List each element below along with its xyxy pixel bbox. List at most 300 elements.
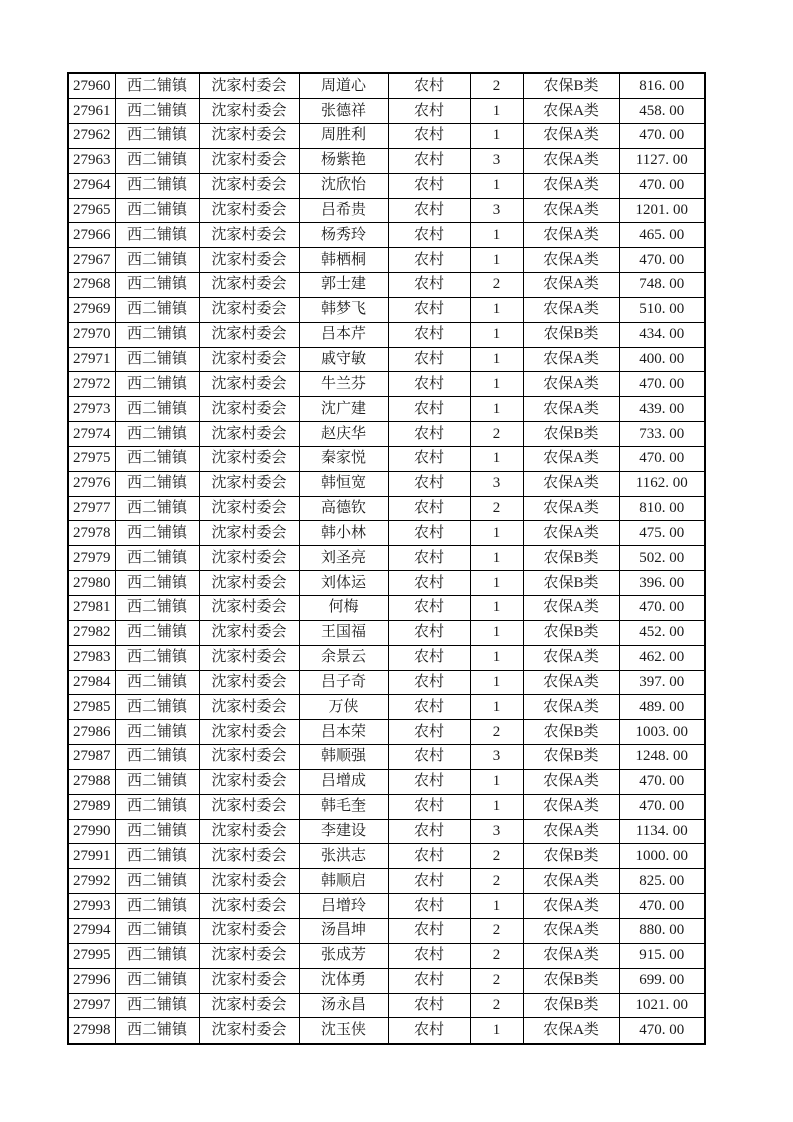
cell-amount: 489. 00: [619, 695, 705, 720]
cell-record-id: 27998: [68, 1018, 115, 1044]
table-row: [68, 198, 705, 223]
cell-record-id: 27979: [68, 546, 115, 571]
cell-residence-type: 农村: [388, 620, 470, 645]
cell-residence-type: 农村: [388, 422, 470, 447]
cell-person-name: 吕希贵: [299, 198, 388, 223]
cell-person-name: 李建设: [299, 819, 388, 844]
table-row: [68, 794, 705, 819]
cell-person-count: 2: [470, 720, 523, 745]
cell-town: 西二铺镇: [115, 198, 199, 223]
cell-town: 西二铺镇: [115, 1018, 199, 1044]
table-row: [68, 1018, 705, 1044]
cell-record-id: 27962: [68, 123, 115, 148]
cell-amount: 434. 00: [619, 322, 705, 347]
cell-person-count: 1: [470, 123, 523, 148]
cell-record-id: 27990: [68, 819, 115, 844]
cell-town: 西二铺镇: [115, 645, 199, 670]
cell-amount: 470. 00: [619, 894, 705, 919]
cell-person-name: 韩梦飞: [299, 297, 388, 322]
cell-town: 西二铺镇: [115, 99, 199, 124]
cell-person-count: 2: [470, 844, 523, 869]
cell-amount: 470. 00: [619, 372, 705, 397]
cell-record-id: 27963: [68, 148, 115, 173]
cell-record-id: 27969: [68, 297, 115, 322]
cell-village-committee: 沈家村委会: [199, 645, 299, 670]
cell-village-committee: 沈家村委会: [199, 943, 299, 968]
table-row: [68, 645, 705, 670]
cell-residence-type: 农村: [388, 571, 470, 596]
cell-amount: 1127. 00: [619, 148, 705, 173]
cell-amount: 470. 00: [619, 596, 705, 621]
cell-village-committee: 沈家村委会: [199, 844, 299, 869]
cell-village-committee: 沈家村委会: [199, 99, 299, 124]
cell-person-count: 2: [470, 968, 523, 993]
cell-record-id: 27968: [68, 273, 115, 298]
cell-person-name: 吕本芹: [299, 322, 388, 347]
cell-record-id: 27987: [68, 745, 115, 770]
cell-residence-type: 农村: [388, 446, 470, 471]
cell-record-id: 27992: [68, 869, 115, 894]
cell-amount: 470. 00: [619, 1018, 705, 1044]
cell-amount: 1162. 00: [619, 471, 705, 496]
cell-residence-type: 农村: [388, 794, 470, 819]
cell-insurance-category: 农保A类: [523, 198, 619, 223]
cell-amount: 470. 00: [619, 123, 705, 148]
cell-village-committee: 沈家村委会: [199, 173, 299, 198]
cell-person-count: 1: [470, 894, 523, 919]
table-row: [68, 670, 705, 695]
cell-person-name: 吕子奇: [299, 670, 388, 695]
cell-residence-type: 农村: [388, 844, 470, 869]
cell-amount: 452. 00: [619, 620, 705, 645]
cell-residence-type: 农村: [388, 1018, 470, 1044]
cell-record-id: 27967: [68, 248, 115, 273]
cell-person-name: 刘圣亮: [299, 546, 388, 571]
cell-amount: 810. 00: [619, 496, 705, 521]
cell-insurance-category: 农保A类: [523, 123, 619, 148]
cell-insurance-category: 农保A类: [523, 819, 619, 844]
cell-insurance-category: 农保B类: [523, 73, 619, 99]
cell-residence-type: 农村: [388, 99, 470, 124]
cell-village-committee: 沈家村委会: [199, 248, 299, 273]
pension-list-table: [67, 72, 706, 1045]
cell-person-name: 周胜利: [299, 123, 388, 148]
cell-town: 西二铺镇: [115, 620, 199, 645]
table-row: [68, 769, 705, 794]
cell-person-count: 2: [470, 73, 523, 99]
cell-residence-type: 农村: [388, 943, 470, 968]
cell-residence-type: 农村: [388, 248, 470, 273]
cell-amount: 502. 00: [619, 546, 705, 571]
cell-amount: 880. 00: [619, 918, 705, 943]
cell-residence-type: 农村: [388, 918, 470, 943]
cell-amount: 475. 00: [619, 521, 705, 546]
cell-residence-type: 农村: [388, 596, 470, 621]
cell-insurance-category: 农保A类: [523, 248, 619, 273]
cell-residence-type: 农村: [388, 322, 470, 347]
cell-insurance-category: 农保A类: [523, 596, 619, 621]
cell-village-committee: 沈家村委会: [199, 670, 299, 695]
cell-record-id: 27991: [68, 844, 115, 869]
table-row: [68, 422, 705, 447]
cell-residence-type: 农村: [388, 297, 470, 322]
cell-residence-type: 农村: [388, 769, 470, 794]
cell-person-count: 1: [470, 596, 523, 621]
table-row: [68, 173, 705, 198]
cell-residence-type: 农村: [388, 73, 470, 99]
cell-town: 西二铺镇: [115, 372, 199, 397]
table-row: [68, 745, 705, 770]
cell-person-count: 1: [470, 297, 523, 322]
table-row: [68, 273, 705, 298]
cell-amount: 1134. 00: [619, 819, 705, 844]
table-row: [68, 844, 705, 869]
cell-person-name: 沈体勇: [299, 968, 388, 993]
cell-insurance-category: 农保A类: [523, 645, 619, 670]
cell-village-committee: 沈家村委会: [199, 794, 299, 819]
cell-village-committee: 沈家村委会: [199, 620, 299, 645]
cell-amount: 396. 00: [619, 571, 705, 596]
table-row: [68, 869, 705, 894]
cell-insurance-category: 农保B类: [523, 968, 619, 993]
cell-village-committee: 沈家村委会: [199, 869, 299, 894]
cell-person-name: 张成芳: [299, 943, 388, 968]
table-row: [68, 894, 705, 919]
cell-person-name: 张洪志: [299, 844, 388, 869]
cell-residence-type: 农村: [388, 670, 470, 695]
cell-person-name: 秦家悦: [299, 446, 388, 471]
cell-town: 西二铺镇: [115, 173, 199, 198]
table-row: [68, 496, 705, 521]
cell-person-name: 吕增玲: [299, 894, 388, 919]
cell-person-count: 2: [470, 918, 523, 943]
cell-town: 西二铺镇: [115, 894, 199, 919]
cell-record-id: 27966: [68, 223, 115, 248]
cell-residence-type: 农村: [388, 471, 470, 496]
cell-amount: 510. 00: [619, 297, 705, 322]
cell-insurance-category: 农保A类: [523, 869, 619, 894]
cell-person-count: 1: [470, 670, 523, 695]
cell-person-count: 1: [470, 546, 523, 571]
cell-town: 西二铺镇: [115, 273, 199, 298]
cell-village-committee: 沈家村委会: [199, 322, 299, 347]
table-row: [68, 148, 705, 173]
cell-insurance-category: 农保A类: [523, 397, 619, 422]
cell-town: 西二铺镇: [115, 695, 199, 720]
table-row: [68, 73, 705, 99]
cell-record-id: 27985: [68, 695, 115, 720]
cell-insurance-category: 农保B类: [523, 844, 619, 869]
cell-residence-type: 农村: [388, 894, 470, 919]
cell-amount: 470. 00: [619, 794, 705, 819]
cell-record-id: 27983: [68, 645, 115, 670]
cell-person-count: 3: [470, 471, 523, 496]
cell-amount: 733. 00: [619, 422, 705, 447]
cell-amount: 1248. 00: [619, 745, 705, 770]
cell-record-id: 27982: [68, 620, 115, 645]
cell-person-count: 1: [470, 620, 523, 645]
cell-person-name: 韩小林: [299, 521, 388, 546]
cell-person-count: 3: [470, 819, 523, 844]
table-row: [68, 372, 705, 397]
table-row: [68, 596, 705, 621]
table-row: [68, 943, 705, 968]
cell-amount: 825. 00: [619, 869, 705, 894]
cell-person-count: 2: [470, 869, 523, 894]
cell-insurance-category: 农保A类: [523, 99, 619, 124]
table-row: [68, 297, 705, 322]
cell-town: 西二铺镇: [115, 248, 199, 273]
cell-insurance-category: 农保A类: [523, 273, 619, 298]
cell-village-committee: 沈家村委会: [199, 372, 299, 397]
cell-person-name: 余景云: [299, 645, 388, 670]
cell-town: 西二铺镇: [115, 521, 199, 546]
cell-insurance-category: 农保A类: [523, 372, 619, 397]
cell-person-count: 3: [470, 148, 523, 173]
cell-person-count: 3: [470, 745, 523, 770]
cell-record-id: 27972: [68, 372, 115, 397]
cell-insurance-category: 农保A类: [523, 1018, 619, 1044]
cell-person-name: 沈玉侠: [299, 1018, 388, 1044]
cell-insurance-category: 农保A类: [523, 894, 619, 919]
table-row: [68, 993, 705, 1018]
cell-town: 西二铺镇: [115, 869, 199, 894]
table-row: [68, 695, 705, 720]
cell-amount: 470. 00: [619, 446, 705, 471]
cell-person-count: 1: [470, 769, 523, 794]
cell-insurance-category: 农保A类: [523, 794, 619, 819]
table-row: [68, 968, 705, 993]
cell-person-count: 3: [470, 198, 523, 223]
cell-person-name: 杨秀玲: [299, 223, 388, 248]
cell-residence-type: 农村: [388, 372, 470, 397]
cell-record-id: 27978: [68, 521, 115, 546]
cell-insurance-category: 农保A类: [523, 769, 619, 794]
table-body: [68, 73, 705, 1044]
cell-village-committee: 沈家村委会: [199, 496, 299, 521]
cell-residence-type: 农村: [388, 273, 470, 298]
cell-record-id: 27984: [68, 670, 115, 695]
cell-person-count: 1: [470, 347, 523, 372]
cell-amount: 462. 00: [619, 645, 705, 670]
cell-town: 西二铺镇: [115, 943, 199, 968]
cell-record-id: 27961: [68, 99, 115, 124]
cell-village-committee: 沈家村委会: [199, 198, 299, 223]
cell-residence-type: 农村: [388, 968, 470, 993]
table-row: [68, 347, 705, 372]
cell-amount: 465. 00: [619, 223, 705, 248]
cell-insurance-category: 农保B类: [523, 546, 619, 571]
cell-residence-type: 农村: [388, 123, 470, 148]
cell-town: 西二铺镇: [115, 347, 199, 372]
cell-town: 西二铺镇: [115, 297, 199, 322]
cell-insurance-category: 农保B类: [523, 745, 619, 770]
cell-village-committee: 沈家村委会: [199, 347, 299, 372]
cell-amount: 699. 00: [619, 968, 705, 993]
cell-person-name: 韩顺启: [299, 869, 388, 894]
cell-residence-type: 农村: [388, 819, 470, 844]
cell-person-name: 沈广建: [299, 397, 388, 422]
table-row: [68, 123, 705, 148]
cell-town: 西二铺镇: [115, 496, 199, 521]
table-row: [68, 819, 705, 844]
cell-person-name: 牛兰芬: [299, 372, 388, 397]
cell-village-committee: 沈家村委会: [199, 223, 299, 248]
cell-residence-type: 农村: [388, 496, 470, 521]
cell-insurance-category: 农保A类: [523, 173, 619, 198]
cell-person-name: 韩栖桐: [299, 248, 388, 273]
cell-person-count: 1: [470, 173, 523, 198]
cell-amount: 470. 00: [619, 248, 705, 273]
cell-insurance-category: 农保A类: [523, 347, 619, 372]
cell-insurance-category: 农保B类: [523, 422, 619, 447]
cell-insurance-category: 农保A类: [523, 148, 619, 173]
cell-residence-type: 农村: [388, 645, 470, 670]
cell-amount: 439. 00: [619, 397, 705, 422]
cell-town: 西二铺镇: [115, 546, 199, 571]
cell-amount: 1201. 00: [619, 198, 705, 223]
cell-record-id: 27976: [68, 471, 115, 496]
cell-village-committee: 沈家村委会: [199, 446, 299, 471]
cell-insurance-category: 农保A类: [523, 496, 619, 521]
cell-insurance-category: 农保A类: [523, 223, 619, 248]
cell-town: 西二铺镇: [115, 123, 199, 148]
cell-town: 西二铺镇: [115, 446, 199, 471]
cell-record-id: 27970: [68, 322, 115, 347]
table-row: [68, 620, 705, 645]
cell-record-id: 27995: [68, 943, 115, 968]
cell-person-count: 2: [470, 943, 523, 968]
cell-amount: 748. 00: [619, 273, 705, 298]
table-row: [68, 720, 705, 745]
cell-person-name: 何梅: [299, 596, 388, 621]
cell-person-name: 吕本荣: [299, 720, 388, 745]
cell-village-committee: 沈家村委会: [199, 596, 299, 621]
cell-record-id: 27965: [68, 198, 115, 223]
cell-insurance-category: 农保A类: [523, 521, 619, 546]
cell-village-committee: 沈家村委会: [199, 273, 299, 298]
cell-village-committee: 沈家村委会: [199, 720, 299, 745]
cell-person-name: 王国福: [299, 620, 388, 645]
cell-village-committee: 沈家村委会: [199, 993, 299, 1018]
table-row: [68, 446, 705, 471]
table-row: [68, 521, 705, 546]
cell-town: 西二铺镇: [115, 397, 199, 422]
cell-person-count: 2: [470, 496, 523, 521]
cell-amount: 400. 00: [619, 347, 705, 372]
cell-record-id: 27981: [68, 596, 115, 621]
cell-person-name: 沈欣怡: [299, 173, 388, 198]
cell-person-name: 吕增成: [299, 769, 388, 794]
cell-record-id: 27988: [68, 769, 115, 794]
cell-town: 西二铺镇: [115, 223, 199, 248]
cell-record-id: 27975: [68, 446, 115, 471]
cell-record-id: 27989: [68, 794, 115, 819]
cell-person-count: 1: [470, 397, 523, 422]
cell-person-count: 1: [470, 372, 523, 397]
cell-village-committee: 沈家村委会: [199, 73, 299, 99]
cell-person-count: 2: [470, 273, 523, 298]
cell-village-committee: 沈家村委会: [199, 918, 299, 943]
cell-amount: 1003. 00: [619, 720, 705, 745]
cell-amount: 470. 00: [619, 769, 705, 794]
cell-village-committee: 沈家村委会: [199, 521, 299, 546]
cell-person-count: 1: [470, 695, 523, 720]
table-row: [68, 918, 705, 943]
cell-village-committee: 沈家村委会: [199, 769, 299, 794]
cell-person-name: 韩恒宽: [299, 471, 388, 496]
cell-insurance-category: 农保A类: [523, 918, 619, 943]
cell-person-name: 万侠: [299, 695, 388, 720]
cell-person-name: 张德祥: [299, 99, 388, 124]
cell-town: 西二铺镇: [115, 322, 199, 347]
cell-record-id: 27986: [68, 720, 115, 745]
cell-village-committee: 沈家村委会: [199, 123, 299, 148]
cell-residence-type: 农村: [388, 223, 470, 248]
cell-record-id: 27973: [68, 397, 115, 422]
cell-record-id: 27997: [68, 993, 115, 1018]
cell-town: 西二铺镇: [115, 596, 199, 621]
cell-person-count: 1: [470, 794, 523, 819]
cell-insurance-category: 农保B类: [523, 620, 619, 645]
cell-person-name: 戚守敏: [299, 347, 388, 372]
cell-town: 西二铺镇: [115, 968, 199, 993]
cell-person-count: 1: [470, 521, 523, 546]
cell-insurance-category: 农保A类: [523, 670, 619, 695]
cell-person-count: 1: [470, 248, 523, 273]
cell-residence-type: 农村: [388, 546, 470, 571]
cell-amount: 470. 00: [619, 173, 705, 198]
cell-village-committee: 沈家村委会: [199, 1018, 299, 1044]
cell-record-id: 27977: [68, 496, 115, 521]
cell-record-id: 27994: [68, 918, 115, 943]
cell-amount: 458. 00: [619, 99, 705, 124]
cell-person-count: 1: [470, 645, 523, 670]
cell-village-committee: 沈家村委会: [199, 148, 299, 173]
cell-village-committee: 沈家村委会: [199, 297, 299, 322]
cell-town: 西二铺镇: [115, 844, 199, 869]
cell-person-name: 赵庆华: [299, 422, 388, 447]
cell-town: 西二铺镇: [115, 993, 199, 1018]
cell-village-committee: 沈家村委会: [199, 397, 299, 422]
cell-residence-type: 农村: [388, 869, 470, 894]
cell-person-name: 高德钦: [299, 496, 388, 521]
cell-village-committee: 沈家村委会: [199, 695, 299, 720]
table-row: [68, 99, 705, 124]
cell-residence-type: 农村: [388, 198, 470, 223]
table-row: [68, 397, 705, 422]
cell-record-id: 27996: [68, 968, 115, 993]
cell-residence-type: 农村: [388, 173, 470, 198]
cell-residence-type: 农村: [388, 521, 470, 546]
cell-insurance-category: 农保A类: [523, 297, 619, 322]
cell-person-count: 1: [470, 571, 523, 596]
cell-insurance-category: 农保A类: [523, 943, 619, 968]
cell-person-name: 刘体运: [299, 571, 388, 596]
cell-residence-type: 农村: [388, 347, 470, 372]
cell-person-count: 2: [470, 422, 523, 447]
cell-town: 西二铺镇: [115, 720, 199, 745]
cell-person-name: 韩顺强: [299, 745, 388, 770]
cell-insurance-category: 农保B类: [523, 993, 619, 1018]
cell-person-count: 1: [470, 322, 523, 347]
cell-record-id: 27971: [68, 347, 115, 372]
cell-village-committee: 沈家村委会: [199, 546, 299, 571]
cell-amount: 816. 00: [619, 73, 705, 99]
cell-insurance-category: 农保B类: [523, 571, 619, 596]
cell-insurance-category: 农保A类: [523, 446, 619, 471]
cell-person-count: 1: [470, 446, 523, 471]
